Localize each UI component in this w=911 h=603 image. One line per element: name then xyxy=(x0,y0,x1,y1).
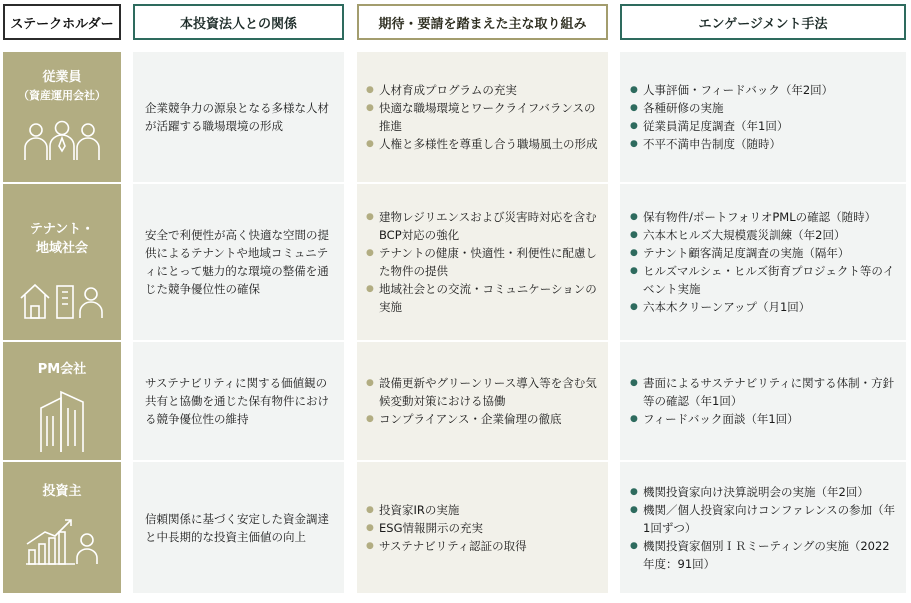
stakeholder-name: 投資主 xyxy=(42,484,82,499)
engagement-pm-company xyxy=(620,342,906,460)
list-item: ● 各種研修の実施 xyxy=(630,99,833,117)
investor-chart-icon xyxy=(23,514,101,566)
header-initiatives: 期待・要請を踏まえた主な取り組み xyxy=(357,4,608,40)
list-item: ● 建物レジリエンスおよび災害時対応を含むBCP対応の強化 xyxy=(366,208,602,244)
list-item: ● 人事評価・フィードバック（年2回） xyxy=(630,81,833,99)
list-item: ● 従業員満足度調査（年1回） xyxy=(630,117,833,135)
list-item: ● サステナビリティ認証の取得 xyxy=(366,537,527,555)
list-item: ● 人材育成プログラムの充実 xyxy=(366,81,602,99)
list-item: ● 快適な職場環境とワークライフバランスの推進 xyxy=(366,99,602,135)
list-item: ● 六本木クリーンアップ（月1回） xyxy=(630,298,900,316)
list-item: ● 機関／個人投資家向けコンファレンスの参加（年1回ずつ） xyxy=(630,501,900,537)
relationship-employees xyxy=(133,52,344,182)
stakeholder-employees xyxy=(3,52,121,182)
list-item: ● 保有物件/ポートフォリオPMLの確認（随時） xyxy=(630,208,900,226)
initiatives-tenants xyxy=(357,184,608,340)
relationship-text: 企業競争力の源泉となる多様な人材が活躍する職場環境の形成 xyxy=(145,101,329,133)
stakeholder-sub: 地域社会 xyxy=(35,241,88,256)
list-item: ● テナントの健康・快適性・利便性に配慮した物件の提供 xyxy=(366,244,602,280)
building-icon xyxy=(37,388,87,454)
stakeholder-name: テナント・ xyxy=(29,222,95,237)
relationship-text: サステナビリティに関する価値観の共有と協働を通じた保有物件における競争優位性の維持 xyxy=(145,376,329,426)
list-item: ● 機関投資家個別ＩＲミーティングの実施（2022年度：91回） xyxy=(630,537,900,573)
header-engagement: エンゲージメント手法 xyxy=(620,4,906,40)
initiatives-employees xyxy=(357,52,608,182)
relationship-pm-company xyxy=(133,342,344,460)
list-item: ● 不平不満申告制度（随時） xyxy=(630,135,833,153)
stakeholder-name: 従業員 xyxy=(42,70,82,85)
relationship-investors xyxy=(133,462,344,593)
list-item: ● テナント顧客満足度調査の実施（隔年） xyxy=(630,244,900,262)
people-icon xyxy=(22,118,102,162)
community-icon xyxy=(19,280,105,320)
list-item: ● 機関投資家向け決算説明会の実施（年2回） xyxy=(630,483,900,501)
header-stakeholder: ステークホルダー xyxy=(3,4,121,40)
list-item: ● 設備更新やグリーンリース導入等を含む気候変動対策における協働 xyxy=(366,374,602,410)
list-item: ● 地域社会との交流・コミュニケーションの実施 xyxy=(366,280,602,316)
stakeholder-name: PM会社 xyxy=(37,362,87,377)
engagement-investors xyxy=(620,462,906,593)
list-item: ● フィードバック面談（年1回） xyxy=(630,410,900,428)
initiatives-pm-company xyxy=(357,342,608,460)
engagement-employees xyxy=(620,52,906,182)
relationship-text: 信頼関係に基づく安定した資金調達と中長期的な投資主価値の向上 xyxy=(145,511,329,544)
list-item: ● 人権と多様性を尊重し合う職場風土の形成 xyxy=(366,135,602,153)
header-relationship: 本投資法人との関係 xyxy=(133,4,344,40)
list-item: ● 書面によるサステナビリティに関する体制・方針等の確認（年1回） xyxy=(630,374,900,410)
list-item: ● 投資家IRの実施 xyxy=(366,501,527,519)
stakeholder-tenants xyxy=(3,184,121,340)
relationship-tenants xyxy=(133,184,344,340)
initiatives-investors xyxy=(357,462,608,593)
engagement-tenants xyxy=(620,184,906,340)
list-item: ● ESG情報開示の充実 xyxy=(366,519,527,537)
stakeholder-pm-company xyxy=(3,342,121,460)
relationship-text: 安全で利便性が高く快適な空間の提供によるテナントや地域コミュニティにとって魅力的な環境の整備を通じた競争優位性の確保 xyxy=(145,228,329,296)
stakeholder-sub: （資産運用会社） xyxy=(18,89,106,102)
list-item: ● 六本木ヒルズ大規模震災訓練（年2回） xyxy=(630,226,900,244)
list-item: ● ヒルズマルシェ・ヒルズ街育プロジェクト等のイベント実施 xyxy=(630,262,900,298)
list-item: ● コンプライアンス・企業倫理の徹底 xyxy=(366,410,602,428)
stakeholder-investors xyxy=(3,462,121,593)
